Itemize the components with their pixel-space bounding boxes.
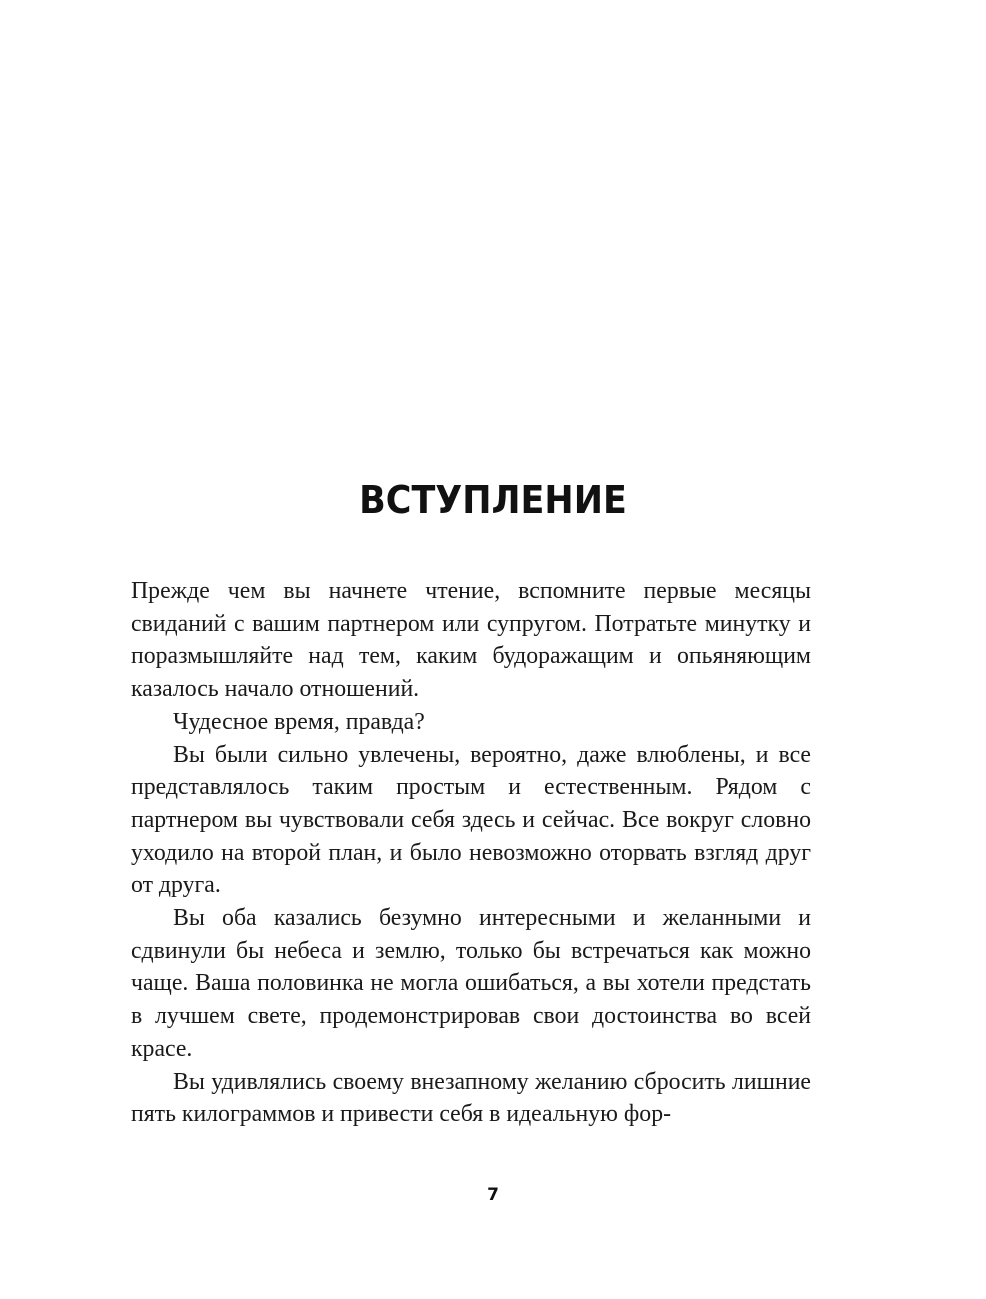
body-text bbox=[131, 575, 811, 1131]
paragraph: Вы удивлялись своему внезапному желанию сбросить лишние пять килограммов и привести себя в идеальную фор- bbox=[131, 1068, 811, 1128]
paragraph: Чудесное время, правда? bbox=[173, 708, 425, 735]
paragraph: Вы были сильно увлечены, вероятно, даже влюблены, и все представлялось таким простым и естественным. Рядом с партнером вы чувствовали себя здесь и сейчас. Все вокруг словно уходило на второй план, и было невозможно оторвать взгляд друг от друга. bbox=[131, 741, 811, 899]
paragraph: Прежде чем вы начнете чтение, вспомните первые месяцы свиданий с вашим партнером или супругом. Потратьте минутку и поразмышляйте над тем, каким будоражащим и опьяняющим казалось начало отношений. bbox=[131, 578, 811, 703]
paragraph: Вы оба казались безумно интересными и желанными и сдвинули бы небеса и землю, только бы встречаться как можно чаще. Ваша половинка не могла ошибаться, а вы хотели предстать в лучшем свете, продемонстрировав свои достоинства во всей красе. bbox=[131, 905, 811, 1062]
page-number: 7 bbox=[487, 1185, 499, 1205]
chapter-title: ВСТУПЛЕНИЕ bbox=[359, 478, 627, 522]
